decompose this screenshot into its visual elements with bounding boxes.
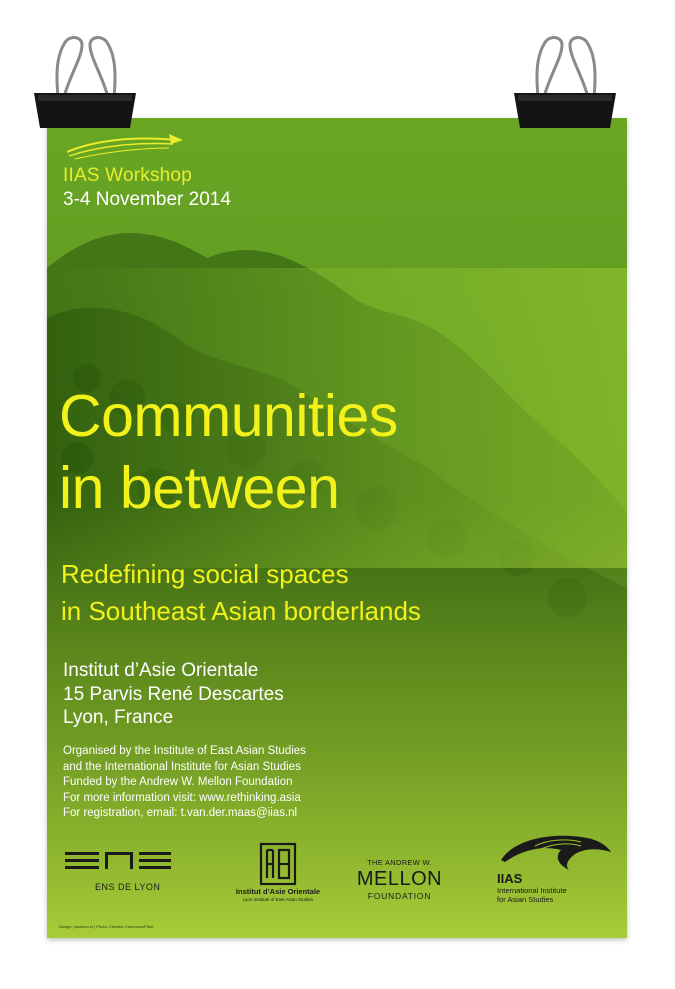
mellon-sub-text: FOUNDATION — [367, 891, 432, 901]
iias-sub-line-2: for Asian Studies — [497, 894, 554, 904]
info-line-1: Organised by the Institute of East Asian Studies — [63, 745, 306, 757]
ens-lyon-logo — [61, 830, 176, 920]
poster — [47, 118, 627, 938]
iao-logo — [223, 830, 333, 920]
workshop-label: IIAS Workshop — [63, 165, 192, 186]
iao-seal-icon — [223, 830, 333, 886]
poster-subtitle — [61, 556, 421, 630]
sponsor-logos — [47, 830, 627, 920]
venue-line-2: 15 Parvis René Descartes — [63, 683, 284, 705]
iias-sub-text — [497, 887, 617, 904]
poster-subtitle-line-2: in Southeast Asian borderlands — [61, 596, 421, 626]
iao-caption: Institut d’Asie Orientale — [235, 887, 321, 896]
iias-main-text: IIAS — [497, 871, 523, 886]
iias-bird-icon — [495, 830, 615, 872]
workshop-date: 3-4 November 2014 — [63, 189, 231, 210]
iias-logo — [495, 830, 615, 920]
iias-sub-line-1: International Institute — [497, 886, 567, 895]
mellon-foundation-logo — [337, 830, 462, 920]
info-line-2: and the International Institute for Asian Studies — [63, 760, 301, 773]
venue-address — [63, 659, 284, 730]
binder-clip-right-icon — [510, 35, 620, 130]
mellon-top-text: THE ANDREW W. — [367, 858, 432, 867]
venue-line-3: Lyon, France — [63, 707, 174, 728]
iias-swoosh-logo — [65, 130, 185, 160]
poster-subtitle-line-1: Redefining social spaces — [61, 559, 349, 589]
poster-title-line-2: in between — [59, 455, 340, 521]
poster-title — [59, 380, 398, 524]
mellon-main-text: MELLON — [356, 868, 443, 890]
info-line-4: For more information visit: www.rethinking.asia — [63, 791, 301, 804]
iao-subcaption: Lyon Institute of East Asian Studies — [242, 897, 314, 902]
ens-mark-icon — [61, 830, 176, 880]
event-info — [63, 744, 306, 822]
info-line-3: Funded by the Andrew W. Mellon Foundation — [63, 776, 293, 788]
info-line-5: For registration, email: t.van.der.maas@iias.nl — [63, 807, 298, 819]
binder-clip-left-icon — [30, 35, 140, 130]
ens-caption: ENS DE LYON — [95, 882, 161, 892]
venue-line-1: Institut d’Asie Orientale — [63, 660, 259, 681]
poster-title-line-1: Communities — [59, 383, 398, 449]
design-credit: Design: paulsom.nl | Photo: Creative Commons/Flickr — [59, 924, 154, 929]
